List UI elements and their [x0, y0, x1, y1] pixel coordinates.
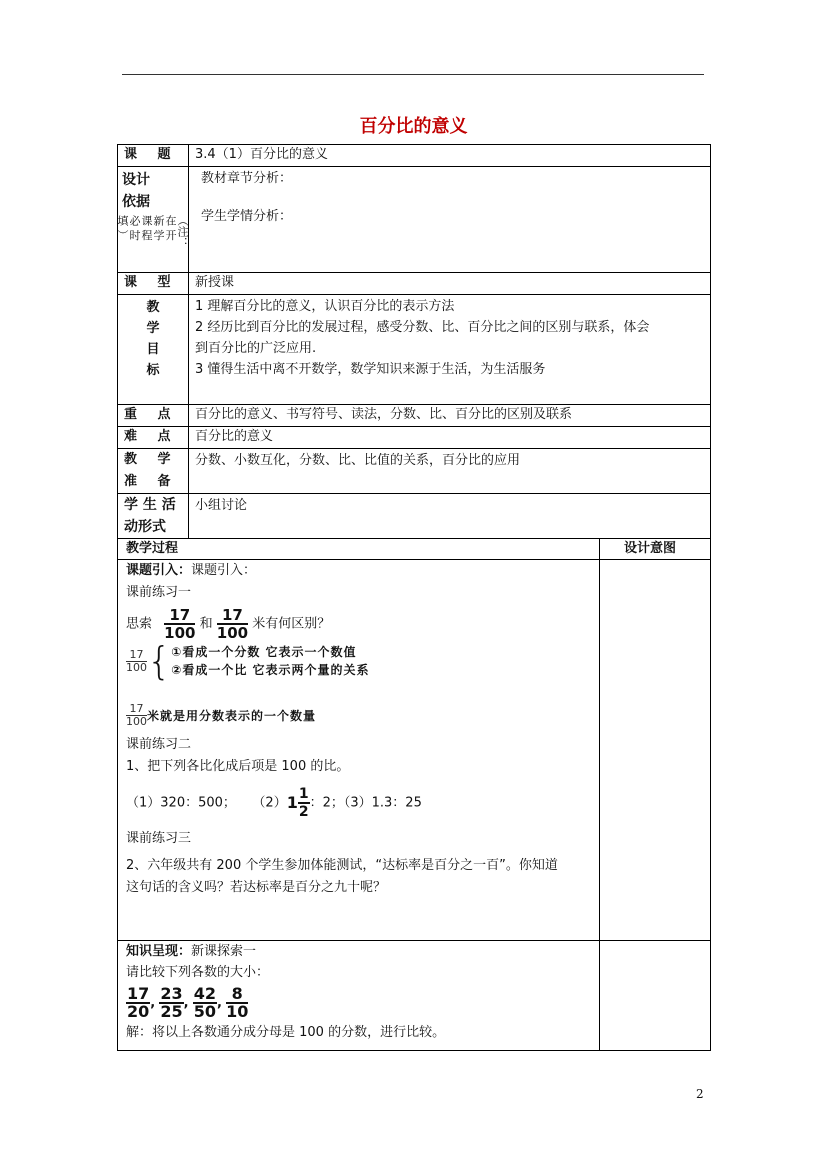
compare-fraction-den: 20	[127, 1002, 150, 1021]
process-header-left: 教学过程	[118, 539, 600, 560]
hand-fraction	[126, 649, 147, 674]
value-topic: 3.4（1）百分比的意义	[189, 145, 711, 167]
and-text: 和	[199, 616, 213, 632]
row-difficulty	[118, 427, 711, 449]
compare-fraction-num: 23	[160, 984, 183, 1003]
objective-item: 3 懂得生活中离不开数学，数学知识来源于生活，为生活服务	[195, 362, 546, 377]
exercise-1-title: 课前练习一	[126, 585, 192, 600]
intent-cell-1	[600, 560, 711, 941]
lesson-plan-table	[117, 144, 711, 1051]
basis-student-analysis: 学生学情分析：	[201, 209, 293, 224]
basis-note-col: （注：	[176, 215, 189, 248]
basis-note	[116, 215, 189, 248]
label-prep-1: 教 学	[124, 452, 179, 467]
row-process-intro	[118, 560, 711, 941]
row-activity	[118, 494, 711, 539]
exercise-3-question-2: 这句话的含义吗？若达标率是百分之九十呢？	[126, 880, 387, 895]
hand-fraction-den: 100	[126, 660, 147, 674]
label-key-points: 重 点	[118, 405, 189, 427]
label-basis-cell	[118, 167, 189, 273]
basis-note-col: 课 程	[140, 215, 153, 241]
row-basis	[118, 167, 711, 273]
row-prep	[118, 449, 711, 494]
think-prefix: 思索	[126, 616, 153, 632]
header-rule	[122, 74, 704, 75]
basis-note-col: 必 时	[128, 215, 141, 241]
compare-fraction-num: 17	[127, 984, 150, 1003]
hand-fraction-2-den: 100	[126, 715, 147, 728]
intro-heading	[126, 560, 599, 582]
hand-line-3: 米就是用分数表示的一个数量	[147, 708, 317, 723]
basis-note-col: 填 ）	[116, 215, 129, 241]
mixed-fraction-num: 1	[298, 786, 309, 802]
process-knowledge-cell	[118, 941, 600, 1051]
knowledge-heading	[126, 941, 599, 962]
mixed-whole: 1	[286, 793, 298, 812]
compare-fraction-den: 50	[193, 1002, 216, 1021]
mixed-fraction-den: 2	[298, 804, 309, 820]
brace-icon: {	[147, 639, 172, 683]
hand-lines	[171, 643, 369, 679]
handwritten-note-2	[126, 703, 599, 728]
label-objectives	[118, 295, 189, 405]
label-prep	[118, 449, 189, 494]
exercise-2-items	[126, 786, 599, 820]
intro-rest: 课题引入：	[191, 563, 257, 578]
value-activity: 小组讨论	[189, 494, 711, 539]
knowledge-rest: 新课探索一	[191, 944, 257, 959]
objectives-char: 教	[146, 300, 160, 315]
fraction-a-den: 100	[164, 624, 196, 642]
exercise-3-question-1: 2、六年级共有 200 个学生参加体能测试，“达标率是百分之一百”。你知道	[126, 858, 558, 873]
think-suffix: 米有何区别？	[252, 616, 331, 632]
label-lesson-type: 课 型	[118, 273, 189, 295]
process-header-right: 设计意图	[600, 539, 711, 560]
label-prep-2: 准 备	[124, 474, 179, 489]
label-activity	[118, 494, 189, 539]
exercise-3-title: 课前练习三	[126, 831, 192, 846]
intent-cell-2	[600, 941, 711, 1051]
handwritten-note-1	[126, 639, 599, 683]
basis-note-col: 在 开	[164, 215, 177, 241]
compare-fraction	[126, 986, 150, 1020]
compare-prompt: 请比较下列各数的大小：	[126, 965, 270, 980]
fraction-a	[164, 607, 195, 641]
label-difficulty: 难 点	[118, 427, 189, 449]
row-topic	[118, 145, 711, 167]
hand-fraction-2-num: 17	[126, 703, 147, 716]
row-process-header	[118, 539, 711, 560]
value-lesson-type: 新授课	[189, 273, 711, 295]
objective-item: 1 理解百分比的意义，认识百分比的表示方法	[195, 299, 455, 314]
row-lesson-type	[118, 273, 711, 295]
exercise-2-items-b: ：2；（3）1.3：25	[309, 795, 422, 811]
compare-fraction	[159, 986, 183, 1020]
compare-fraction-den: 10	[226, 1002, 249, 1021]
row-key-points	[118, 405, 711, 427]
label-basis-2: 依据	[122, 194, 150, 210]
objectives-char: 目	[146, 342, 160, 357]
label-topic: 课 题	[118, 145, 189, 167]
objectives-char: 学	[146, 321, 160, 336]
fraction-b-den: 100	[216, 624, 249, 642]
page-title: 百分比的意义	[359, 116, 468, 137]
process-intro-cell	[118, 560, 600, 941]
fraction-list: $\frac{17}{20}$ , $\frac{23}{25}$ , $\frac{42}{50}$ , $\frac{8}{10}$	[127, 984, 249, 1021]
think-question	[126, 607, 599, 641]
label-activity-2: 动形式	[124, 519, 166, 535]
label-activity-1: 学 生 活	[124, 497, 176, 513]
solution-text: 解：将以上各数通分成分母是 100 的分数，进行比较。	[126, 1025, 446, 1040]
basis-note-col: 新 学	[152, 215, 165, 241]
row-process-knowledge	[118, 941, 711, 1051]
exercise-2-title: 课前练习二	[126, 737, 192, 752]
compare-fraction	[226, 986, 248, 1020]
mixed-fraction	[298, 786, 310, 820]
knowledge-bold: 知识呈现：	[126, 944, 192, 959]
hand-fraction-2	[126, 703, 147, 728]
intro-bold: 课题引入：	[126, 563, 192, 578]
value-key-points: 百分比的意义、书写符号、读法，分数、比、百分比的区别及联系	[189, 405, 711, 427]
value-basis	[189, 167, 711, 273]
basis-textbook-analysis: 教材章节分析：	[201, 171, 293, 186]
compare-fraction-den: 25	[160, 1002, 183, 1021]
hand-line-1: ①看成一个分数 它表示一个数值	[171, 645, 357, 659]
objective-item: 2 经历比到百分比的发展过程，感受分数、比、百分比之间的区别与联系，体会	[195, 320, 650, 335]
exercise-2-items-a: （1）320：500； （2）	[126, 795, 287, 811]
fraction-b-num: 17	[217, 607, 248, 625]
compare-fraction	[193, 986, 217, 1020]
label-basis-1: 设计	[122, 172, 150, 188]
hand-line-2: ②看成一个比 它表示两个量的关系	[171, 663, 370, 677]
exercise-2-question: 1、把下列各比化成后项是 100 的比。	[126, 759, 350, 774]
row-objectives	[118, 295, 711, 405]
objective-item: 到百分比的广泛应用.	[195, 341, 317, 356]
value-objectives	[189, 295, 711, 405]
hand-fraction-num: 17	[126, 649, 147, 662]
fraction-b	[217, 607, 248, 641]
fraction-a-num: 17	[164, 607, 195, 625]
value-prep: 分数、小数互化，分数、比、比值的关系，百分比的应用	[189, 449, 711, 494]
objectives-char: 标	[146, 363, 160, 378]
compare-fraction-num: 8	[226, 986, 248, 1004]
value-difficulty: 百分比的意义	[189, 427, 711, 449]
compare-fraction-num: 42	[193, 984, 216, 1003]
page-number: 2	[696, 1087, 704, 1101]
